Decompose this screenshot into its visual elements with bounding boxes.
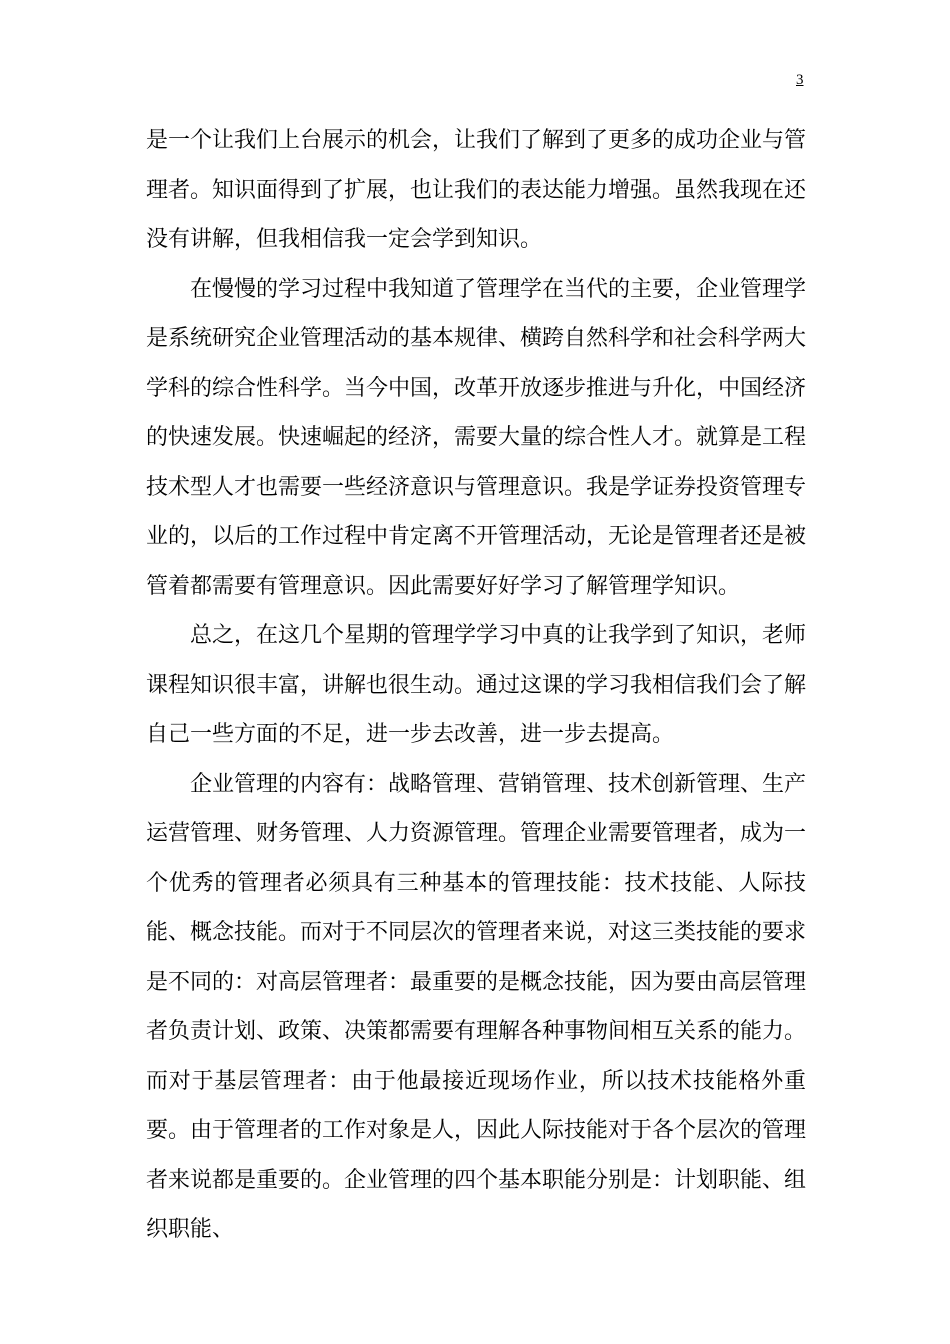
paragraph-management-content: 企业管理的内容有：战略管理、营销管理、技术创新管理、生产运营管理、财务管理、人力资源管理。管理企业需要管理者，成为一个优秀的管理者必须具有三种基本的管理技能：技术技能、人际技能、概念技能。而对于不同层次的管理者来说，对这三类技能的要求是不同的：对高层管理者：最重要的是概念技能，因为要由高层管理者负责计划、政策、决策都需要有理解各种事物间相互关系的能力。而对于基层管理者：由于他最接近现场作业，所以技术技能格外重要。由于管理者的工作对象是人，因此人际技能对于各个层次的管理者来说都是重要的。企业管理的四个基本职能分别是：计划职能、组织职能、 bbox=[146, 771, 807, 1242]
document-body bbox=[146, 116, 806, 1255]
page-number: 3 bbox=[796, 72, 804, 88]
paragraph-summary: 总之，在这几个星期的管理学学习中真的让我学到了知识，老师课程知识很丰富，讲解也很生动。通过这课的学习我相信我们会了解自己一些方面的不足，进一步去改善，进一步去提高。 bbox=[146, 623, 807, 747]
paragraph-management-importance: 在慢慢的学习过程中我知道了管理学在当代的主要，企业管理学是系统研究企业管理活动的基本规律、横跨自然科学和社会科学两大学科的综合性科学。当今中国，改革开放逐步推进与升化，中国经济的快速发展。快速崛起的经济，需要大量的综合性人才。就算是工程技术型人才也需要一些经济意识与管理意识。我是学证券投资管理专业的，以后的工作过程中肯定离不开管理活动，无论是管理者还是被管着都需要有管理意识。因此需要好好学习了解管理学知识。 bbox=[146, 276, 807, 599]
paragraph-continuation: 是一个让我们上台展示的机会，让我们了解到了更多的成功企业与管理者。知识面得到了扩展，也让我们的表达能力增强。虽然我现在还没有讲解，但我相信我一定会学到知识。 bbox=[146, 128, 807, 252]
